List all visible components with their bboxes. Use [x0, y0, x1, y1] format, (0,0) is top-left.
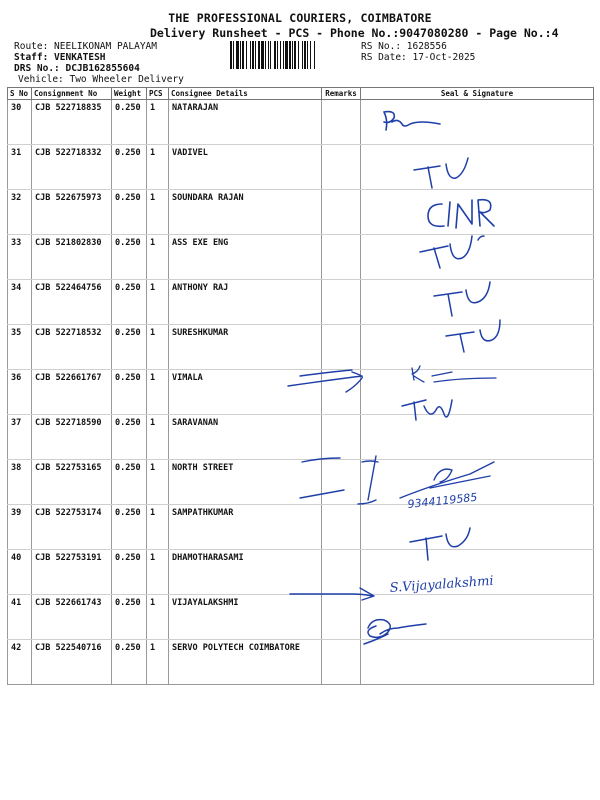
cell-consignment-no: CJB 522464756	[32, 280, 112, 325]
cell-sno: 31	[8, 145, 32, 190]
table-row	[8, 595, 594, 640]
cell-pcs: 1	[147, 415, 169, 460]
barcode-bar	[250, 41, 251, 69]
cell-sno: 41	[8, 595, 32, 640]
table-row	[8, 550, 594, 595]
cell-signature	[361, 325, 594, 370]
cell-remarks	[322, 325, 361, 370]
col-header-sno: S No	[8, 88, 32, 100]
cell-consignment-no: CJB 522718332	[32, 145, 112, 190]
barcode-bar	[280, 41, 281, 69]
barcode-bar	[307, 41, 308, 69]
table-row	[8, 370, 594, 415]
handwritten-name: S.Vijayalakshmi	[389, 573, 495, 596]
cell-consignment-no: CJB 521802830	[32, 235, 112, 280]
cell-consignment-no: CJB 522661743	[32, 595, 112, 640]
barcode-bar	[230, 41, 232, 69]
cell-remarks	[322, 190, 361, 235]
barcode-bar	[252, 41, 254, 69]
cell-weight: 0.250	[112, 370, 147, 415]
drs-number: DRS No.: DCJB162855604	[14, 63, 140, 74]
table-header-row	[8, 88, 594, 100]
cell-pcs: 1	[147, 595, 169, 640]
cell-signature	[361, 100, 594, 145]
cell-consignment-no: CJB 522718532	[32, 325, 112, 370]
runsheet-subtitle: Delivery Runsheet - PCS - Phone No.:9047080280 - Page No.:4	[150, 26, 559, 40]
cell-weight: 0.250	[112, 235, 147, 280]
cell-pcs: 1	[147, 325, 169, 370]
cell-sno: 34	[8, 280, 32, 325]
cell-pcs: 1	[147, 505, 169, 550]
table-row	[8, 100, 594, 145]
cell-sno: 39	[8, 505, 32, 550]
table-row	[8, 505, 594, 550]
barcode-bar	[292, 41, 293, 69]
cell-weight: 0.250	[112, 505, 147, 550]
table-row	[8, 415, 594, 460]
cell-sno: 38	[8, 460, 32, 505]
cell-pcs: 1	[147, 460, 169, 505]
route-label: Route: NEELIKONAM PALAYAM	[14, 41, 157, 52]
cell-sno: 36	[8, 370, 32, 415]
table-row	[8, 145, 594, 190]
barcode	[230, 41, 354, 69]
cell-consignee: VIMALA	[169, 370, 322, 415]
cell-signature	[361, 460, 594, 505]
cell-consignment-no: CJB 522661767	[32, 370, 112, 415]
cell-signature	[361, 190, 594, 235]
cell-remarks	[322, 640, 361, 685]
handwritten-number: 9344119585	[406, 490, 478, 511]
cell-consignee: NATARAJAN	[169, 100, 322, 145]
cell-weight: 0.250	[112, 100, 147, 145]
cell-remarks	[322, 145, 361, 190]
cell-weight: 0.250	[112, 550, 147, 595]
runsheet-table	[7, 87, 594, 685]
table-row	[8, 325, 594, 370]
barcode-bar	[265, 41, 266, 69]
barcode-bar	[274, 41, 276, 69]
cell-consignment-no: CJB 522675973	[32, 190, 112, 235]
cell-pcs: 1	[147, 190, 169, 235]
cell-pcs: 1	[147, 235, 169, 280]
col-header-weight: Weight	[112, 88, 147, 100]
cell-consignment-no: CJB 522753191	[32, 550, 112, 595]
barcode-bar	[302, 41, 303, 69]
cell-consignee: NORTH STREET	[169, 460, 322, 505]
cell-consignment-no: CJB 522753174	[32, 505, 112, 550]
barcode-bar	[236, 41, 239, 69]
barcode-bar	[298, 41, 299, 69]
cell-consignment-no: CJB 522540716	[32, 640, 112, 685]
cell-weight: 0.250	[112, 415, 147, 460]
cell-remarks	[322, 370, 361, 415]
cell-weight: 0.250	[112, 190, 147, 235]
cell-consignee: SERVO POLYTECH COIMBATORE	[169, 640, 322, 685]
cell-remarks	[322, 550, 361, 595]
barcode-bar	[294, 41, 296, 69]
cell-weight: 0.250	[112, 460, 147, 505]
vehicle-label: Vehicle: Two Wheeler Delivery	[18, 74, 184, 85]
col-header-consignee: Consignee Details	[169, 88, 322, 100]
cell-sno: 30	[8, 100, 32, 145]
cell-pcs: 1	[147, 145, 169, 190]
cell-consignee: ANTHONY RAJ	[169, 280, 322, 325]
barcode-bar	[285, 41, 288, 69]
cell-consignee: VIJAYALAKSHMI	[169, 595, 322, 640]
cell-consignee: VADIVEL	[169, 145, 322, 190]
barcode-bar	[289, 41, 291, 69]
col-header-pcs: PCS	[147, 88, 169, 100]
table-row	[8, 640, 594, 685]
barcode-bar	[310, 41, 311, 69]
cell-signature	[361, 370, 594, 415]
cell-consignee: ASS EXE ENG	[169, 235, 322, 280]
cell-signature	[361, 145, 594, 190]
cell-signature	[361, 280, 594, 325]
cell-remarks	[322, 415, 361, 460]
barcode-bar	[277, 41, 278, 69]
cell-remarks	[322, 460, 361, 505]
cell-pcs: 1	[147, 280, 169, 325]
barcode-bar	[233, 41, 234, 69]
cell-consignee: SAMPATHKUMAR	[169, 505, 322, 550]
cell-signature	[361, 235, 594, 280]
table-row	[8, 235, 594, 280]
cell-signature	[361, 505, 594, 550]
cell-sno: 33	[8, 235, 32, 280]
cell-signature	[361, 640, 594, 685]
signature-text: CINR	[426, 199, 490, 229]
cell-weight: 0.250	[112, 145, 147, 190]
cell-consignee: SURESHKUMAR	[169, 325, 322, 370]
cell-consignee: DHAMOTHARASAMI	[169, 550, 322, 595]
rs-number: RS No.: 1628556	[361, 41, 447, 52]
cell-remarks	[322, 280, 361, 325]
cell-consignee: SOUNDARA RAJAN	[169, 190, 322, 235]
cell-sno: 42	[8, 640, 32, 685]
col-header-remarks: Remarks	[322, 88, 361, 100]
cell-consignment-no: CJB 522753165	[32, 460, 112, 505]
cell-pcs: 1	[147, 550, 169, 595]
barcode-bar	[283, 41, 284, 69]
barcode-bar	[242, 41, 244, 69]
barcode-bar	[255, 41, 256, 69]
col-header-signature: Seal & Signature	[361, 88, 594, 100]
table-row	[8, 280, 594, 325]
cell-weight: 0.250	[112, 595, 147, 640]
cell-sno: 37	[8, 415, 32, 460]
barcode-bar	[304, 41, 306, 69]
cell-weight: 0.250	[112, 280, 147, 325]
cell-weight: 0.250	[112, 325, 147, 370]
cell-remarks	[322, 235, 361, 280]
barcode-bar	[268, 41, 269, 69]
col-header-consignment: Consignment No	[32, 88, 112, 100]
barcode-bar	[246, 41, 247, 69]
company-title: THE PROFESSIONAL COURIERS, COIMBATORE	[168, 11, 432, 25]
cell-signature	[361, 415, 594, 460]
rs-date: RS Date: 17-Oct-2025	[361, 52, 476, 63]
cell-consignment-no: CJB 522718590	[32, 415, 112, 460]
cell-sno: 35	[8, 325, 32, 370]
cell-remarks	[322, 505, 361, 550]
barcode-bar	[258, 41, 260, 69]
barcode-bar	[240, 41, 241, 69]
cell-signature	[361, 595, 594, 640]
cell-weight: 0.250	[112, 640, 147, 685]
barcode-bar	[270, 41, 271, 69]
table-row	[8, 460, 594, 505]
barcode-bar	[261, 41, 264, 69]
cell-pcs: 1	[147, 640, 169, 685]
cell-pcs: 1	[147, 370, 169, 415]
cell-pcs: 1	[147, 100, 169, 145]
staff-label: Staff: VENKATESH	[14, 52, 106, 63]
barcode-bar	[314, 41, 315, 69]
table-row	[8, 190, 594, 235]
cell-remarks	[322, 595, 361, 640]
cell-consignee: SARAVANAN	[169, 415, 322, 460]
cell-signature	[361, 550, 594, 595]
cell-remarks	[322, 100, 361, 145]
cell-consignment-no: CJB 522718835	[32, 100, 112, 145]
cell-sno: 32	[8, 190, 32, 235]
cell-sno: 40	[8, 550, 32, 595]
